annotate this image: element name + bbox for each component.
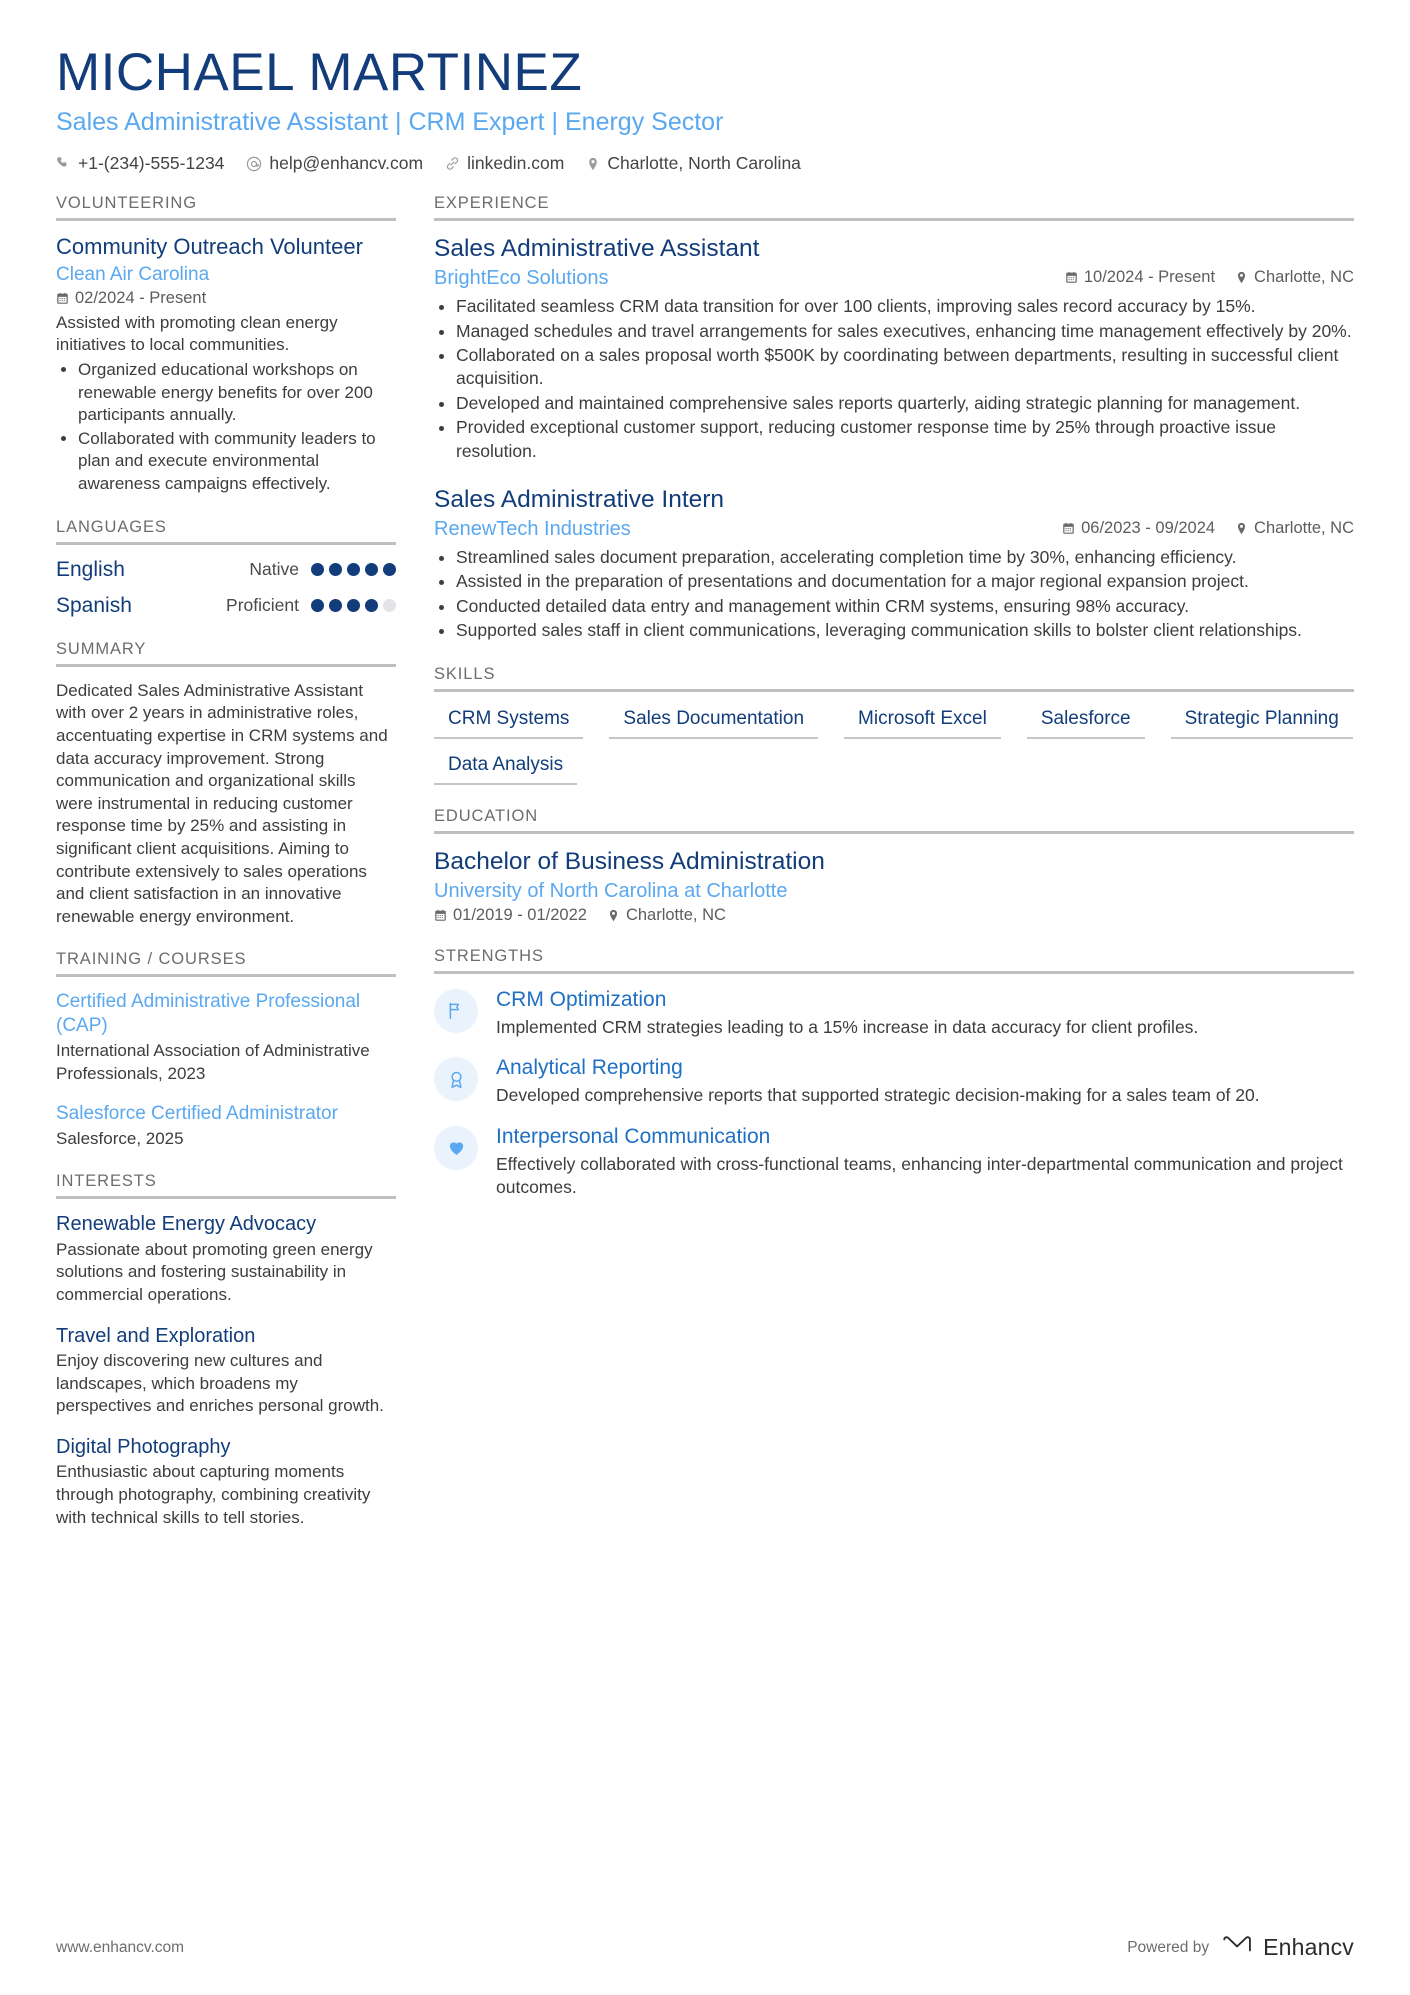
contact-phone[interactable] [56, 153, 224, 174]
page-footer [56, 1934, 1354, 1961]
volunteering-date [56, 289, 206, 308]
training-entry [56, 990, 396, 1085]
section-education [434, 807, 1354, 925]
location-icon [586, 157, 600, 171]
interest-name: Digital Photography [56, 1435, 231, 1458]
interest-text: Enthusiastic about capturing moments through photography, combining creativity with technical skills to tell stories. [56, 1462, 371, 1527]
strength-body [496, 1124, 1354, 1200]
rating-dot [383, 563, 396, 576]
skill-tag: Microsoft Excel [844, 705, 1001, 739]
experience-bullets [434, 546, 1354, 643]
section-title-languages: LANGUAGES [56, 518, 396, 545]
email-icon [246, 156, 262, 172]
contact-email[interactable] [246, 153, 423, 174]
contact-location-text: Charlotte, North Carolina [607, 153, 801, 174]
education-meta [434, 906, 1354, 925]
language-level: Native [249, 559, 299, 580]
contact-link-text: linkedin.com [467, 153, 565, 174]
strength-title: CRM Optimization [496, 987, 667, 1011]
experience-role: Sales Administrative Assistant [434, 235, 760, 263]
section-training [56, 950, 396, 1150]
list-item: • Provided exceptional customer support, reducing customer response time by 25% through proactive issue resolution. [456, 416, 1354, 463]
language-row-spanish [56, 594, 396, 618]
experience-role: Sales Administrative Intern [434, 486, 725, 514]
language-level: Proficient [226, 595, 299, 616]
interest-text: Enjoy discovering new cultures and landscapes, which broadens my perspectives and enriches personal growth. [56, 1351, 384, 1416]
volunteering-role: Community Outreach Volunteer [56, 234, 363, 260]
skill-tag: CRM Systems [434, 705, 583, 739]
skill-tag: Salesforce [1027, 705, 1145, 739]
experience-date [1062, 519, 1215, 538]
interest-text: Passionate about promoting green energy solutions and fostering sustainability in commercial operations. [56, 1239, 373, 1305]
location-icon [1235, 271, 1248, 284]
list-item: • Conducted detailed data entry and management within CRM systems, ensuring 98% accuracy. [456, 595, 1354, 618]
section-title-skills: SKILLS [434, 665, 1354, 692]
language-name: Spanish [56, 593, 132, 617]
resume-body [56, 194, 1354, 1551]
contact-email-text: help@enhancv.com [269, 153, 424, 174]
heart-icon [434, 1126, 478, 1170]
skills-list [434, 705, 1354, 785]
calendar-icon [1062, 522, 1075, 535]
language-dots [311, 599, 396, 612]
experience-location-text: Charlotte, NC [1254, 268, 1354, 287]
footer-branding [1127, 1934, 1354, 1961]
experience-bullets [434, 295, 1354, 463]
strength-item [434, 987, 1354, 1040]
section-title-education: EDUCATION [434, 807, 1354, 834]
experience-header-row [434, 266, 1354, 293]
experience-header-row [434, 517, 1354, 544]
interest-entry [56, 1324, 396, 1418]
rating-dot [383, 599, 396, 612]
award-icon [434, 1057, 478, 1101]
experience-date-text: 10/2024 - Present [1083, 268, 1216, 287]
section-volunteering [56, 194, 396, 495]
rating-dot [329, 599, 342, 612]
interest-name: Renewable Energy Advocacy [56, 1213, 317, 1236]
experience-entry [434, 234, 1354, 463]
section-experience [434, 194, 1354, 643]
contact-phone-text: +1-(234)-555-1234 [78, 153, 225, 174]
experience-location [1235, 268, 1354, 287]
section-title-interests: INTERESTS [56, 1172, 396, 1199]
education-date [434, 906, 587, 925]
summary-text: Dedicated Sales Administrative Assistant with over 2 years in administrative roles, accentuating expertise in CRM systems and data accuracy improvement. Strong communication and organizational skills were instrumental in reducing customer response time by 25% and assisting in significant client acquisitions. Aiming to contribute extensively to sales operations and client satisfaction in an innovative renewable energy environment. [56, 680, 388, 926]
section-title-strengths: STRENGTHS [434, 947, 1354, 974]
volunteering-bullets [56, 359, 396, 496]
strength-item [434, 1124, 1354, 1200]
rating-dot [365, 563, 378, 576]
interest-name: Travel and Exploration [56, 1324, 256, 1347]
flag-icon [434, 989, 478, 1033]
strength-text: Implemented CRM strategies leading to a 15% increase in data accuracy for client profiles. [496, 1016, 1199, 1037]
main-column [434, 194, 1354, 1221]
education-location-text: Charlotte, NC [625, 905, 726, 924]
language-rating [226, 595, 396, 616]
section-title-training: TRAINING / COURSES [56, 950, 396, 977]
section-summary [56, 640, 396, 929]
education-location [607, 906, 726, 925]
strength-title: Analytical Reporting [496, 1056, 683, 1080]
experience-date [1065, 268, 1215, 287]
skill-tag: Data Analysis [434, 751, 577, 785]
strength-text: Developed comprehensive reports that supported strategic decision-making for a sales team of 20. [496, 1085, 1260, 1106]
location-icon [607, 909, 620, 922]
brand-lockup [1221, 1934, 1354, 1961]
rating-dot [347, 563, 360, 576]
link-icon [445, 156, 460, 171]
footer-website[interactable]: www.enhancv.com [56, 1938, 185, 1956]
page-title: MICHAEL MARTINEZ [56, 43, 583, 102]
volunteering-entry [56, 234, 396, 495]
volunteering-org[interactable]: Clean Air Carolina [56, 264, 210, 286]
rating-dot [365, 599, 378, 612]
education-degree: Bachelor of Business Administration [434, 847, 825, 875]
list-item: • Collaborated with community leaders to plan and execute environmental awareness campaigns effectively. [78, 428, 396, 496]
section-languages [56, 518, 396, 618]
rating-dot [329, 563, 342, 576]
list-item: • Collaborated on a sales proposal worth $500K by coordinating between departments, resulting in successful client acquisition. [456, 344, 1354, 391]
footer-powered-by-label: Powered by [1127, 1938, 1210, 1956]
volunteering-description: Assisted with promoting clean energy initiatives to local communities. [56, 312, 338, 355]
section-interests [56, 1172, 396, 1529]
skill-tag: Sales Documentation [609, 705, 818, 739]
rating-dot [311, 563, 324, 576]
education-entry [434, 847, 1354, 925]
list-item: • Supported sales staff in client communications, leveraging communication skills to bolster client relationships. [456, 619, 1354, 642]
calendar-icon [434, 909, 447, 922]
list-item: • Facilitated seamless CRM data transition for over 100 clients, improving sales record accuracy by 15%. [456, 295, 1354, 318]
strength-text: Effectively collaborated with cross-functional teams, enhancing inter-departmental communication and project outcomes. [496, 1153, 1343, 1198]
training-issuer: Salesforce, 2025 [56, 1128, 184, 1148]
training-name[interactable]: Certified Administrative Professional (CAP) [56, 991, 361, 1037]
list-item: • Developed and maintained comprehensive sales reports quarterly, aiding strategic planning for management. [456, 392, 1354, 415]
section-title-experience: EXPERIENCE [434, 194, 1354, 221]
section-strengths [434, 947, 1354, 1200]
strength-title: Interpersonal Communication [496, 1124, 771, 1148]
training-entry [56, 1102, 396, 1150]
volunteering-date-text: 02/2024 - Present [75, 288, 207, 307]
experience-location-text: Charlotte, NC [1254, 519, 1354, 538]
training-name[interactable]: Salesforce Certified Administrator [56, 1103, 338, 1125]
location-icon [1235, 522, 1248, 535]
calendar-icon [56, 292, 69, 305]
language-name: English [56, 557, 125, 581]
strength-body [496, 1055, 1354, 1108]
section-skills [434, 665, 1354, 785]
education-school[interactable]: University of North Carolina at Charlotte [434, 879, 788, 902]
language-rating [249, 559, 396, 580]
language-dots [311, 563, 396, 576]
interest-entry [56, 1212, 396, 1306]
section-title-volunteering: VOLUNTEERING [56, 194, 396, 221]
contact-row [56, 153, 1354, 174]
experience-meta [1062, 519, 1354, 538]
training-issuer: International Association of Administrative Professionals, 2023 [56, 1040, 370, 1083]
experience-date-text: 06/2023 - 09/2024 [1081, 519, 1216, 538]
list-item: • Streamlined sales document preparation, accelerating completion time by 30%, enhancing efficiency. [456, 546, 1354, 569]
skill-tag: Strategic Planning [1171, 705, 1353, 739]
contact-location [586, 153, 801, 174]
calendar-icon [1065, 271, 1078, 284]
experience-company[interactable]: BrightEco Solutions [434, 267, 609, 290]
education-date-text: 01/2019 - 01/2022 [453, 905, 587, 924]
strength-body [496, 987, 1354, 1040]
phone-icon [56, 156, 71, 171]
list-item: • Managed schedules and travel arrangements for sales executives, enhancing time management effectively by 20%. [456, 320, 1354, 343]
resume-header [56, 44, 1354, 174]
professional-headline: Sales Administrative Assistant | CRM Expert | Energy Sector [56, 108, 724, 137]
volunteering-meta [56, 289, 396, 308]
brand-name: Enhancv [1263, 1934, 1354, 1960]
experience-location [1235, 519, 1354, 538]
list-item: • Organized educational workshops on renewable energy benefits for over 200 participants annually. [78, 359, 396, 427]
enhancv-logo-icon [1221, 1934, 1255, 1961]
experience-entry [434, 485, 1354, 643]
section-title-summary: SUMMARY [56, 640, 396, 667]
rating-dot [347, 599, 360, 612]
rating-dot [311, 599, 324, 612]
sidebar-column [56, 194, 396, 1551]
strength-item [434, 1055, 1354, 1108]
experience-meta [1065, 268, 1354, 287]
list-item: • Assisted in the preparation of presentations and documentation for a major regional expansion project. [456, 570, 1354, 593]
language-row-english [56, 558, 396, 582]
contact-link[interactable] [445, 153, 564, 174]
experience-company[interactable]: RenewTech Industries [434, 518, 631, 541]
interest-entry [56, 1435, 396, 1529]
